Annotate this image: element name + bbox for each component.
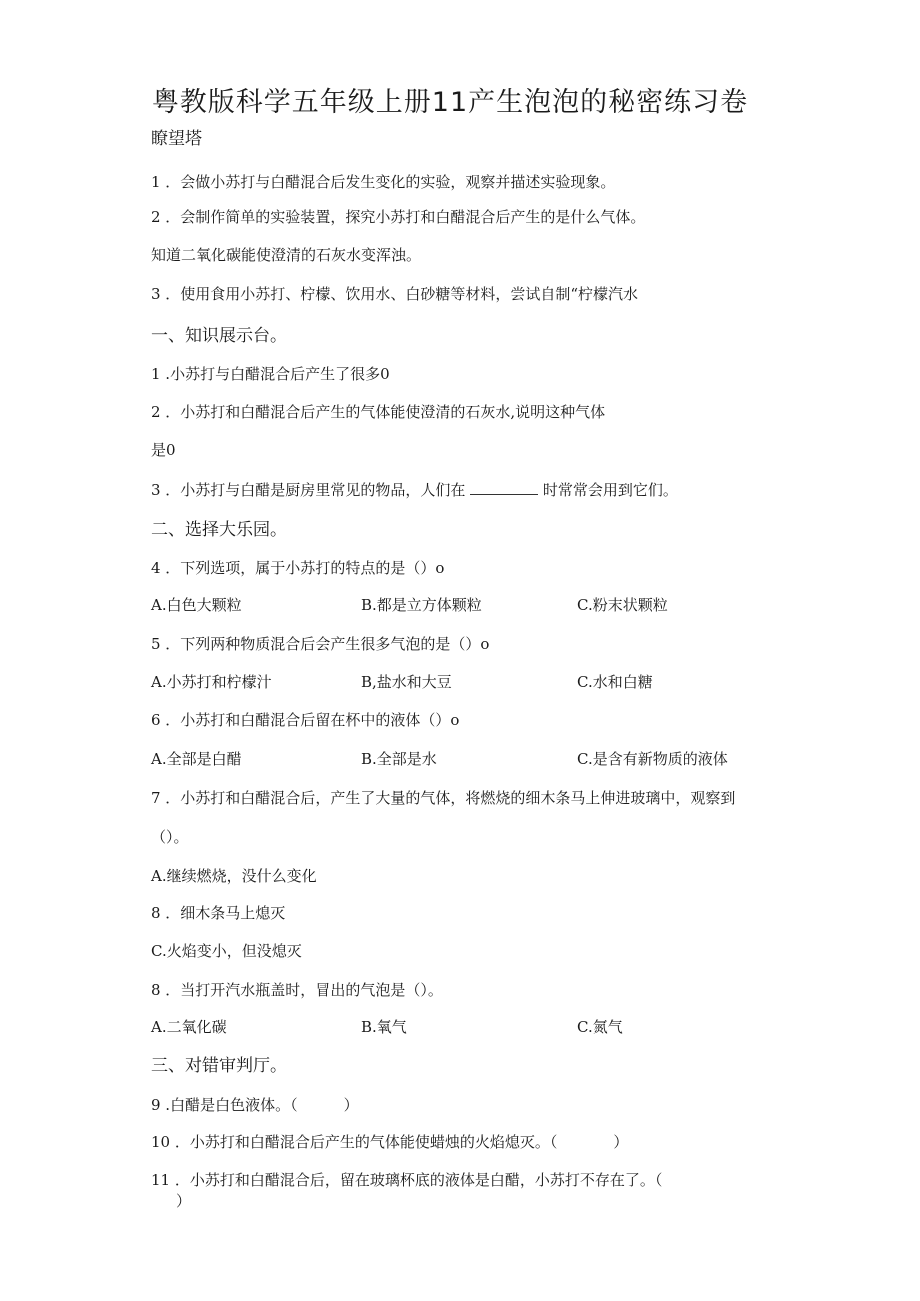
question-7-option-a[interactable]: A.继续燃烧，没什么变化 [151,867,317,885]
goal-2-note: 知道二氧化碳能使澄清的石灰水变浑浊。 [151,246,422,264]
question-3-text-before: 3 ．小苏打与白醋是厨房里常见的物品，人们在 [151,481,466,499]
question-10-close-paren: ） [613,1133,629,1151]
question-4-option-c[interactable]: C.粉末状颗粒 [577,596,668,614]
question-4: 4 ．下列选项，属于小苏打的特点的是（）o [151,559,445,577]
question-5: 5 ．下列两种物质混合后会产生很多气泡的是（）o [151,635,490,653]
question-5-option-b[interactable]: B,盐水和大豆 [361,673,452,691]
question-6-option-c[interactable]: C.是含有新物质的液体 [577,750,728,768]
question-5-option-c[interactable]: C.水和白糖 [577,673,653,691]
question-6: 6 ．小苏打和白醋混合后留在杯中的液体（）o [151,711,460,729]
question-4-option-a[interactable]: A.白色大颗粒 [151,596,242,614]
question-10-text: 10 ．小苏打和白醋混合后产生的气体能使蜡烛的火焰熄灭。（ [151,1133,558,1151]
fill-blank[interactable] [470,480,538,495]
question-9 [151,1095,359,1115]
question-8-option-b[interactable]: B.氧气 [361,1018,407,1036]
question-4-option-b[interactable]: B.都是立方体颗粒 [361,596,482,614]
question-7-option-c[interactable]: C.火焰变小，但没熄灭 [151,942,302,960]
question-6-option-a[interactable]: A.全部是白醋 [151,750,242,768]
question-3-text-after: 时常常会用到它们。 [542,481,678,499]
question-10 [151,1132,628,1152]
question-5-option-a[interactable]: A.小苏打和柠檬汁 [151,673,272,691]
goal-2: 2 ．会制作简单的实验装置，探究小苏打和白醋混合后产生的是什么气体。 [151,208,646,226]
question-7: 7 ．小苏打和白醋混合后，产生了大量的气体，将燃烧的细木条马上伸进玻璃中，观察到 [151,789,736,807]
question-9-text: 9 .白醋是白色液体。（ [151,1096,298,1114]
question-8-option-c[interactable]: C.氮气 [577,1018,623,1036]
question-11-close-paren[interactable]: ） [176,1192,192,1210]
question-11: 11 ．小苏打和白醋混合后，留在玻璃杯底的液体是白醋，小苏打不存在了。（ [151,1171,663,1189]
section-3-heading: 三、对错审判厅。 [151,1056,287,1076]
question-7-continued: （）。 [151,828,189,846]
question-8: 8 ．当打开汽水瓶盖时，冒出的气泡是（）。 [151,981,443,999]
question-6-option-b[interactable]: B.全部是水 [361,750,437,768]
section-2-heading: 二、选择大乐园。 [151,520,287,540]
question-9-close-paren: ） [343,1096,359,1114]
page-title: 粤教版科学五年级上册11产生泡泡的秘密练习卷 [151,87,749,118]
question-8-option-a[interactable]: A.二氧化碳 [151,1018,227,1036]
question-2: 2 ．小苏打和白醋混合后产生的气体能使澄清的石灰水,说明这种气体 [151,403,606,421]
question-2-continued: 是0 [151,441,176,459]
goal-1: 1 ．会做小苏打与白醋混合后发生变化的实验，观察并描述实验现象。 [151,173,616,191]
question-3 [151,480,678,500]
goal-3: 3 ．使用食用小苏打、柠檬、饮用水、白砂糖等材料，尝试自制“柠檬汽水 [151,285,638,303]
section-subtitle: 瞭望塔 [151,129,202,149]
question-7-option-b[interactable]: 8 ．细木条马上熄灭 [151,904,286,922]
section-1-heading: 一、知识展示台。 [151,326,287,346]
question-1: 1 .小苏打与白醋混合后产生了很多0 [151,365,390,383]
